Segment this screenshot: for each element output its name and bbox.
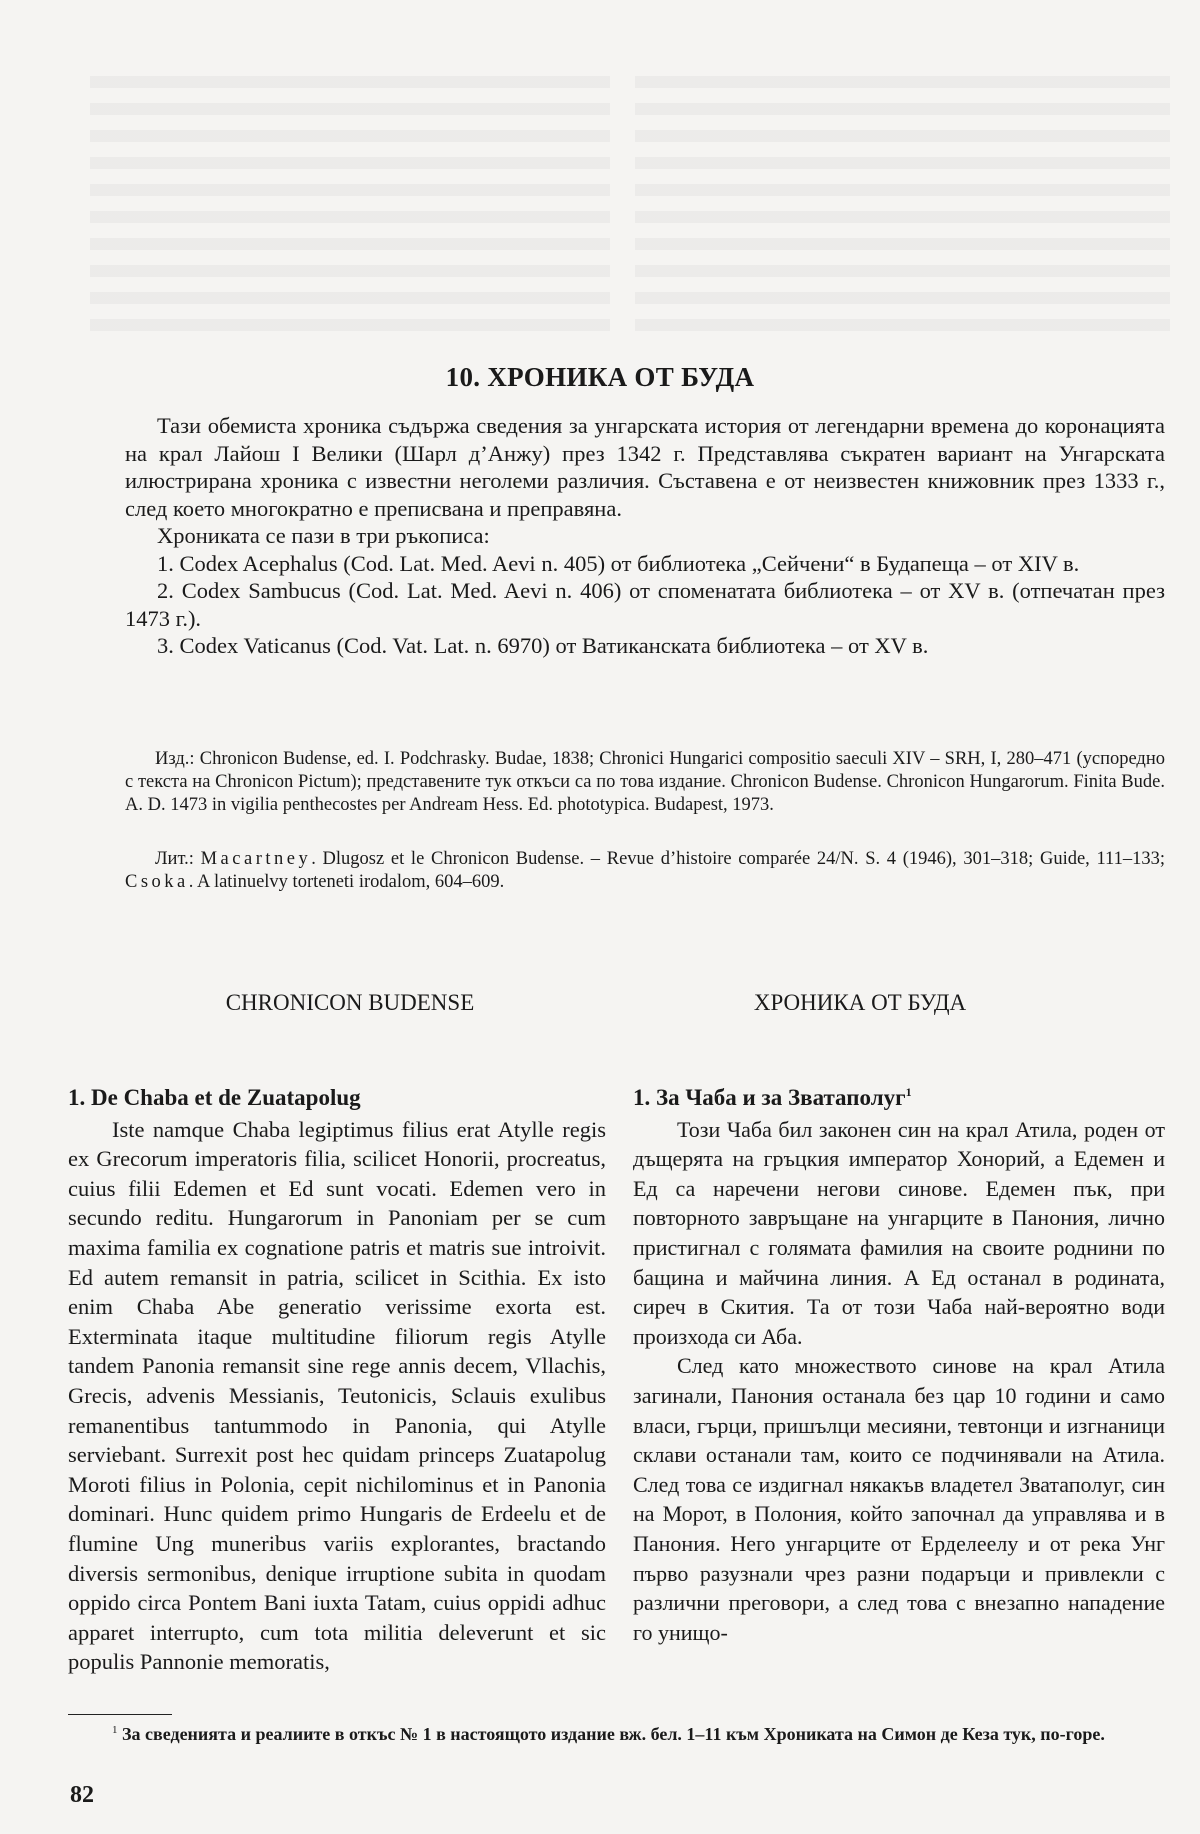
latin-column-heading: CHRONICON BUDENSE — [225, 990, 475, 1015]
manuscript-item: 3. Codex Vaticanus (Cod. Vat. Lat. n. 6970) от Ватиканската библиотека – от XV в. — [157, 633, 929, 658]
intro-paragraph: Тази обемиста хроника съдържа сведения за унгарската история от легендарни времена до коронацията на крал Лайош I Велики (Шарл д’Анжу) през 1342 г. Представлява съкратен вариант на Унгарската илюстрирана хроника с известни неголеми различия. Съставена е от неизвестен книжовник през 1333 г., след което многократно е преписвана и преправяна. — [125, 413, 1165, 521]
author-name: Macartney — [200, 849, 312, 869]
page-number: 82 — [70, 1782, 94, 1808]
literature-text — [125, 848, 1165, 894]
footnote-reference[interactable]: 1 — [905, 1085, 912, 1099]
footnote — [68, 1722, 1168, 1746]
latin-column — [68, 1083, 606, 1677]
footnote-mark: 1 — [112, 1724, 118, 1736]
bulgarian-column-heading: ХРОНИКА ОТ БУДА — [753, 990, 967, 1015]
introduction — [125, 412, 1165, 660]
manuscripts-intro: Хрониката се пази в три ръкописа: — [157, 523, 490, 548]
footnote-text: За сведенията и реалиите в откъс № 1 в настоящото издание вж. бел. 1–11 към Хрониката на Симон де Кеза тук, по-горе. — [122, 1724, 1105, 1744]
author-name: Csoka — [125, 872, 189, 892]
literature-reference — [125, 848, 1165, 894]
footnote-text-wrap — [68, 1722, 1168, 1746]
literature-citation: . A latinuelvy torteneti irodalom, 604–609. — [188, 872, 505, 892]
literature-citation: . Dlugosz et le Chronicon Budense. – Revue d’histoire comparée 24/N. S. 4 (1946), 301–318; Guide, 111–133; — [311, 849, 1166, 869]
bulgarian-section-title-wrap — [633, 1083, 1165, 1113]
footnote-divider — [68, 1714, 172, 1715]
bulgarian-section-title: 1. За Чаба и за Зватаполуг — [633, 1085, 906, 1110]
manuscript-item: 2. Codex Sambucus (Cod. Lat. Med. Aevi n. 406) от споменатата библиотека – от XV в. (отпечатан през 1473 г.). — [125, 578, 1165, 631]
bulgarian-paragraph: След като множеството синове на крал Атила загинали, Панония останала без цар 10 години и само власи, гърци, пришълци месияни, тевтонци и изгнаници склави останали там, които се подчинявали на Атила. След това се издигнал някакъв владетел Зватаполуг, син на Морот, в Полония, който започнал да управлява и в Панония. Него унгарците от Ерделеелу и от река Унг първо разузнали чрез разни подаръци и привлекли с различни преговори, а след това с внезапно нападение го унищо- — [633, 1353, 1165, 1645]
editions-reference — [125, 748, 1165, 817]
editions-text: Изд.: Chronicon Budense, ed. I. Podchrasky. Budae, 1838; Chronici Hungarici compositio saeculi XIV – SRH, I, 280–471 (успоредно с текста на Chronicon Pictum); представените тук откъси са по това издание. Chronicon Budense. Chronicon Hungarorum. Finita Bude. A. D. 1473 in vigilia penthecostes per Andream Hess. Ed. phototypica. Budapest, 1973. — [125, 749, 1165, 815]
latin-section-title: 1. De Chaba et de Zuatapolug — [68, 1085, 361, 1110]
literature-label: Лит.: — [155, 849, 201, 869]
latin-paragraph: Iste namque Chaba legiptimus filius erat Atylle regis ex Grecorum imperatoris filia, scilicet Honorii, procreatus, cuius filii Edemen et Ed sunt vocati. Edemen vero in secundo reditu. Hungarorum in Panoniam per se cum maxima familia ex cognatione patris et matris sue introivit. Ed autem remansit in patria, scilicet in Scithia. Ex isto enim Chaba Abe generatio verissime exorta est. Exterminata itaque multitudine filiorum regis Atylle tandem Panonia remansit sine rege annis decem, Vllachis, Grecis, advenis Messianis, Teutonicis, Sclauis exulibus remanentibus tantummodo in Panonia, qui Atylle serviebant. Surrexit post hec quidam princeps Zuatapolug Moroti filius in Polonia, cepit nichilominus et in Panonia dominari. Hunc quidem primo Hungaris de Erdeelu et de flumine Ung muneribus variis explorantes, bractando diversis sermonibus, denique irruptione subita in quodam oppido circa Pontem Bani iuxta Tatam, cuius oppidi adhuc apparet interrupto, cum tota militia deleverunt et sic populis Pannonie memoratis, — [68, 1116, 606, 1675]
manuscript-item: 1. Codex Acephalus (Cod. Lat. Med. Aevi n. 405) от библиотека „Сейчени“ в Будапеща – от XIV в. — [157, 550, 1080, 576]
bulgarian-column — [633, 1083, 1165, 1647]
bulgarian-paragraph: Този Чаба бил законен син на крал Атила, роден от дъщерята на гръцкия император Хонорий, а Едемен и Ед са наречени негови синове. Едемен пък, при повторното завръщане на унгарците в Панония, лично пристигнал с голямата фамилия на своите роднини по бащина и майчина линия. А Ед останал в родината, сиреч в Скития. Та от този Чаба най-вероятно води произхода си Аба. — [633, 1116, 1165, 1349]
chapter-title: 10. ХРОНИКА ОТ БУДА — [445, 362, 755, 392]
